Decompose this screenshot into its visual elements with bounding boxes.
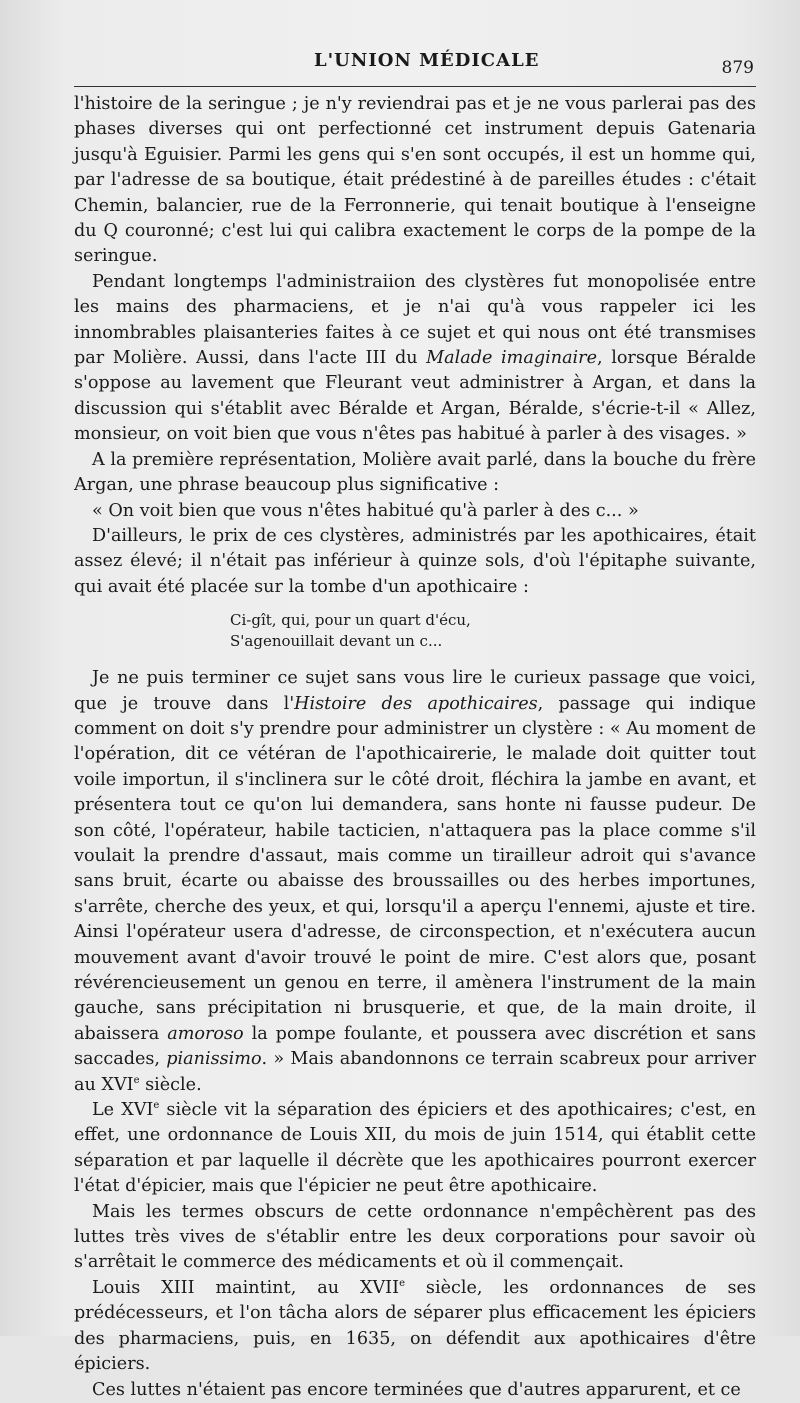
paragraph-2-text-b: , lorsque Béralde s'oppose au lavement que Fleurant veut administrer à Argan, et dans la discussion qui s'établit avec Béralde et Argan, Béralde, s'écrie-t-il « Allez, monsieur, on voit bien que vous n'êtes pas habitué à parler à des visages. » <box>74 348 756 445</box>
paragraph-10: Ces luttes n'étaient pas encore terminées que d'autres apparurent, et ce <box>92 1379 741 1400</box>
page-header <box>74 48 756 88</box>
ordinal-superscript: e <box>399 1278 406 1290</box>
paragraph-7 <box>74 1098 756 1200</box>
paragraph-1: l'histoire de la seringue ; je n'y reviendrai pas et je ne vous parlerai pas des phases diverses qui ont perfectionné cet instrument depuis Gatenaria jusqu'à Eguisier. Parmi les gens qui s'en sont occupés, il est un homme qui, par l'adresse de sa boutique, était prédestiné à de pareilles études : c'était Chemin, balancier, rue de la Ferronnerie, qui tenait boutique à l'enseigne du Q couronné; c'est lui qui calibra exactement le corps de la pompe de la seringue. <box>74 94 756 267</box>
paragraph-9-text-b: siècle, les ordonnances de ses prédécesseurs, et l'on tâcha alors de séparer plus efficacement les épiciers des pharmaciens, puis, en 1635, on défendit aux apothicaires d'être épiciers. <box>74 1277 757 1375</box>
work-title-histoire-apothicaires: Histoire des apothicaires <box>294 693 538 714</box>
paragraph-6-text-b: , passage qui indique comment on doit s'y prendre pour administrer un clystère : « Au moment de l'opération, dit ce vétéran de l'apothicairerie, le malade doit quitter tout voile importun, il s'inclinera sur le côté droit, fléchira la jambe en avant, et présentera tout ce qu'on lui demandera, sans honte ni fausse pudeur. De son côté, l'opérateur, habile tacticien, n'attaquera pas la place comme s'il voulait la prendre d'assaut, mais comme un tirailleur adroit qui s'avance sans bruit, écarte ou abaisse des broussailles ou des herbes importunes, s'arrête, cherche des yeux, et qui, lorsqu'il a aperçu l'ennemi, ajuste et tire. Ainsi l'opérateur usera d'adresse, de circonspection, et n'exécutera aucun mouvement avant d'avoir trouvé le point de mire. C'est alors que, posant révérencieusement un genou en terre, il amènera l'instrument de la main gauche, sans précipitation ni brusquerie, et que, de la main droite, il abaissera <box>74 693 756 1044</box>
ordinal-superscript: e <box>133 1074 140 1086</box>
epitaph-verse <box>74 610 756 652</box>
paragraph-8: Mais les termes obscurs de cette ordonnance n'empêchèrent pas des luttes très vives de s'établir entre les deux corporations pour savoir où s'arrêtait le commerce des médicaments et où il commençait. <box>74 1201 756 1273</box>
page-number: 879 <box>721 58 754 78</box>
paragraph-6-text-c: la pompe foulante, et poussera avec discrétion et sans saccades, <box>74 1023 756 1070</box>
paragraph-6 <box>74 666 756 1098</box>
paragraph-9 <box>74 1276 756 1378</box>
paragraph-7-text-b: siècle vit la séparation des épiciers et des apothicaires; c'est, en effet, une ordonnance de Louis XII, du mois de juin 1514, qui établit cette séparation et par laquelle il décrète que les apothicaires pourront exercer l'état d'épicier, mais que l'épicier ne peut être apothicaire. <box>74 1100 757 1197</box>
work-title-malade-imaginaire: Malade imaginaire <box>426 348 598 369</box>
paragraph-6-text-d: . » Mais abandonnons ce terrain scabreux pour arriver au XVI <box>74 1049 756 1095</box>
paragraph-3: A la première représentation, Molière avait parlé, dans la bouche du frère Argan, une phrase beaucoup plus significative : <box>74 449 756 496</box>
paragraph-2 <box>74 270 756 448</box>
paragraph-2-text-a: Pendant longtemps l'administraiion des clystères fut monopolisée entre les mains des pharmaciens, et je n'ai qu'à vous rappeler ici les innombrables plaisanteries faites à ce sujet et qui nous ont été transmises par Molière. Aussi, dans l'acte III du <box>74 271 756 369</box>
paragraph-6-text-a: Je ne puis terminer ce sujet sans vous lire le curieux passage que voici, que je trouve dans l' <box>74 668 756 714</box>
paragraph-7-text-a: Le XVI <box>92 1100 154 1121</box>
paragraph-4-quote: « On voit bien que vous n'êtes habitué qu'à parler à des c... » <box>92 500 639 521</box>
ordinal-superscript: e <box>153 1100 160 1112</box>
verse-line-1: Ci-gît, qui, pour un quart d'écu, <box>230 611 471 630</box>
term-amoroso: amoroso <box>167 1023 244 1044</box>
header-rule <box>74 86 756 87</box>
running-title: L'UNION MÉDICALE <box>314 50 540 71</box>
body-text <box>74 92 756 1403</box>
verse-line-2: S'agenouillait devant un c... <box>230 632 443 651</box>
term-pianissimo: pianissimo <box>166 1049 262 1070</box>
paragraph-9-text-a: Louis XIII maintint, au XVII <box>92 1277 400 1298</box>
paragraph-5: D'ailleurs, le prix de ces clystères, administrés par les apothicaires, était assez élevé; il n'était pas inférieur à quinze sols, d'où l'épitaphe suivante, qui avait été placée sur la tombe d'un apothicaire : <box>74 525 756 597</box>
paragraph-6-text-e: siècle. <box>139 1074 202 1095</box>
